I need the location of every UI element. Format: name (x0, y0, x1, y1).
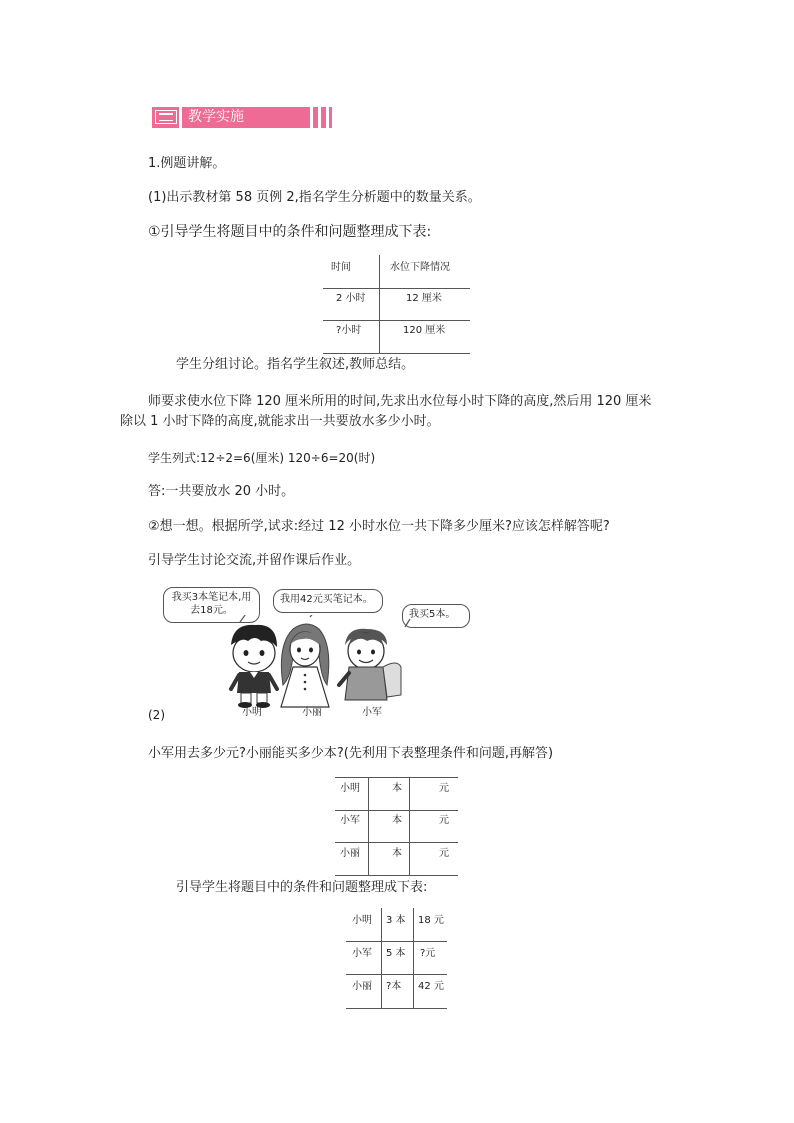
table-cell: 3 本 (386, 915, 406, 926)
speech-bubble-xiaoming: 我买3本笔记本,用去18元。 (163, 587, 260, 623)
paragraph-5b: 除以 1 小时下降的高度,就能求出一共要放水多少小时。 (120, 414, 440, 429)
table-cell: 元 (439, 783, 449, 794)
paragraph-11: 小军用去多少元?小丽能买多少本?(先利用下表整理条件和问题,再解答) (148, 746, 554, 761)
table-cell: 元 (439, 848, 449, 859)
table-cell: 小丽 (352, 981, 372, 992)
table-cell: 小明 (340, 783, 360, 794)
table-cell: 本 (392, 815, 402, 826)
paragraph-6: 学生列式:12÷2=6(厘米) 120÷6=20(时) (148, 451, 376, 465)
table-cell: ?本 (386, 981, 402, 992)
table-cell: 42 元 (418, 981, 444, 992)
table-cell: 小军 (352, 948, 372, 959)
table-cell: ?小时 (336, 325, 362, 336)
table-cell: 本 (392, 848, 402, 859)
name-label-xiaoli: 小丽 (302, 707, 322, 718)
table-cell: 小丽 (340, 848, 360, 859)
name-label-xiaoming: 小明 (242, 707, 262, 718)
speech-bubble-xiaojun: 我买5本。 (402, 604, 470, 628)
table-cell: 120 厘米 (403, 325, 446, 336)
table-cell: 5 本 (386, 948, 406, 959)
paragraph-4: 学生分组讨论。指名学生叙述,教师总结。 (176, 357, 415, 372)
boy-xiaoming-figure (231, 625, 277, 708)
table-cell: 小明 (352, 915, 372, 926)
paragraph-2: (1)出示教材第 58 页例 2,指名学生分析题中的数量关系。 (148, 190, 481, 205)
table-cell: 2 小时 (336, 293, 366, 304)
paragraph-7: 答:一共要放水 20 小时。 (148, 484, 295, 499)
table-cell: 本 (392, 783, 402, 794)
table-cell: ?元 (420, 948, 436, 959)
paragraph-8: ②想一想。根据所学,试求:经过 12 小时水位一共下降多少厘米?应该怎样解答呢? (148, 519, 610, 534)
paragraph-5a: 师要求使水位下降 120 厘米所用的时间,先求出水位每小时下降的高度,然后用 120 厘米 (148, 394, 652, 409)
speech-bubble-xiaoli: 我用42元买笔记本。 (273, 589, 383, 613)
children-drawing (215, 615, 415, 710)
table-header-time: 时间 (331, 262, 351, 273)
paragraph-1: 1.例题讲解。 (148, 156, 226, 171)
table-cell: 元 (439, 815, 449, 826)
table-cell: 小军 (340, 815, 360, 826)
girl-xiaoli-figure (281, 624, 329, 707)
section-number-icon (155, 110, 177, 124)
table-header-drop: 水位下降情况 (390, 262, 450, 273)
boy-xiaojun-figure (339, 629, 401, 700)
table-cell: 18 元 (418, 915, 444, 926)
paragraph-3: ①引导学生将题目中的条件和问题整理成下表: (148, 224, 432, 240)
table-cell: 12 厘米 (406, 293, 442, 304)
paragraph-12: 引导学生将题目中的条件和问题整理成下表: (176, 880, 428, 895)
paragraph-10: (2) (148, 708, 165, 722)
section-header (152, 107, 332, 128)
paragraph-9: 引导学生讨论交流,并留作课后作业。 (148, 553, 361, 568)
section-title: 教学实施 (188, 109, 244, 125)
name-label-xiaojun: 小军 (362, 707, 382, 718)
